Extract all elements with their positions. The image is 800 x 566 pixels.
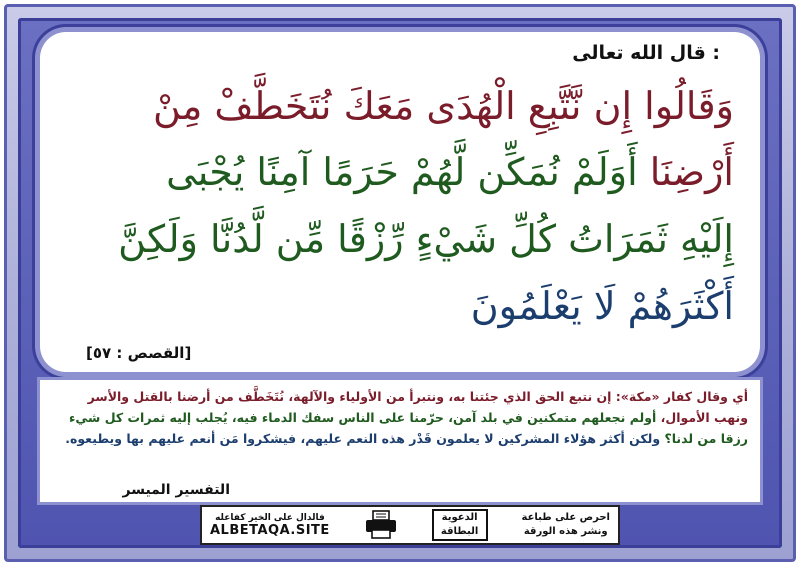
verse-card xyxy=(40,32,760,372)
footer-bar xyxy=(200,505,620,545)
cta-line-2: ونشر هذه الورقة xyxy=(523,526,608,537)
printer-icon xyxy=(364,510,398,540)
cta-line-1: احرص على طباعة xyxy=(521,512,610,523)
commentary-part-3: ولكن أكثر هؤلاء المشركين لا يعلمون قَدْر هذه النعم عليهم، فيشكروا مَن أنعم عليهم بها ويطيعوه. xyxy=(65,431,661,446)
logo-text: الدعوية البطاقة xyxy=(440,512,479,537)
verse-line-2-green: أَوَلَمْ نُمَكِّن لَّهُمْ حَرَمًا آمِنًا يُجْبَى xyxy=(166,150,638,194)
albetaqa-logo xyxy=(432,509,488,541)
footer-slogan: فالدال على الخير كفاعله xyxy=(215,512,325,523)
footer-call-to-action xyxy=(522,511,610,539)
verse-line-3: إِلَيْهِ ثَمَرَاتُ كُلِّ شَيْءٍ رِّزْقًا مِّن لَّدُنَّا وَلَكِنَّ xyxy=(118,217,734,261)
commentary-part-1: أي وقال كفار «مكة»: إن نتبع الحق الذي جئتنا به، ونتبرأ من الأولياء والآلهة، نُتَخَطَّف من أرضنا بالقتل والأسر ونهب الأموال، xyxy=(87,389,748,425)
commentary-part-2: أولم نجعلهم متمكنين في بلد آمن، حرّمنا على الناس سفك الدماء فيه، يُجلب إليه ثمرات كل شيء رزقا من لدنا؟ xyxy=(69,410,748,446)
verse-intro: قال الله تعالى : xyxy=(572,42,720,64)
verse-reference: [القصص : ٥٧] xyxy=(86,344,192,362)
tafsir-source: التفسير الميسر xyxy=(122,482,230,498)
verse-line-1: وَقَالُوا إِن نَّتَّبِعِ الْهُدَى مَعَكَ نُتَخَطَّفْ مِنْ xyxy=(153,84,734,128)
footer-site-block xyxy=(210,513,330,538)
verse-line-2-red: أَرْضِنَا xyxy=(649,150,734,194)
verse-line-4: أَكْثَرَهُمْ لَا يَعْلَمُونَ xyxy=(470,284,734,328)
verse-line-2 xyxy=(66,150,734,194)
footer-site-link[interactable]: ALBETAQA.SITE xyxy=(210,522,330,538)
